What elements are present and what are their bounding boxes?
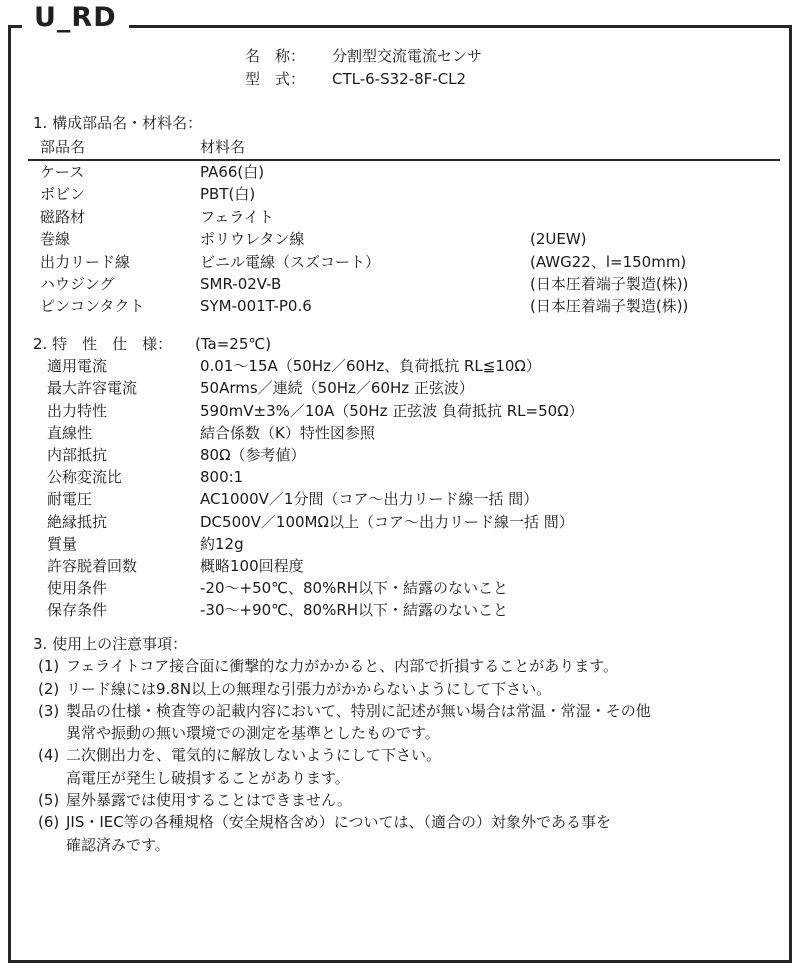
section1-title: 1. 構成部品名・材料名： xyxy=(33,114,203,132)
spec-label: 直線性 xyxy=(47,423,93,442)
table-row xyxy=(28,251,780,273)
spec-row xyxy=(28,488,780,510)
material-note: (AWG22、l=150mm) xyxy=(530,252,687,271)
note-item xyxy=(28,789,780,811)
spec-label: 適用電流 xyxy=(47,357,108,376)
material-name: PA66(白) xyxy=(200,163,265,181)
spec-value: -20～+50℃、80%RH以下・結露のないこと xyxy=(200,579,509,598)
section3-title: 3. 使用上の注意事項： xyxy=(33,635,188,653)
part-name: 磁路材 xyxy=(40,207,86,226)
note-number: (4) xyxy=(38,746,60,765)
spec-row xyxy=(28,577,780,599)
section2-title: 2. 特 性 仕 様： xyxy=(33,335,173,353)
spec-row xyxy=(28,466,780,488)
note-number: (6) xyxy=(38,813,60,832)
note-number: (5) xyxy=(38,791,60,810)
spec-label: 絶縁抵抗 xyxy=(47,512,108,531)
section2-condition: (Ta=25℃) xyxy=(195,335,272,353)
spec-value: 0.01～15A（50Hz／60Hz、負荷抵抗 RL≦10Ω） xyxy=(200,357,541,376)
document-title-block xyxy=(245,45,482,91)
section-parts-materials xyxy=(28,112,780,318)
spec-row xyxy=(28,599,780,621)
material-name: ポリウレタン線 xyxy=(200,230,305,249)
spec-value: 概略100回程度 xyxy=(200,556,304,575)
part-name: ボビン xyxy=(40,185,86,204)
note-text: 屋外暴露では使用することはできません。 xyxy=(66,791,352,810)
section-specifications xyxy=(28,333,780,621)
note-text-continued: 確認済みです。 xyxy=(66,835,170,854)
section2-title-row xyxy=(28,333,780,355)
note-text: フェライトコア接合面に衝撃的な力がかかると、内部で折損することがあります。 xyxy=(66,657,619,676)
note-item xyxy=(28,655,780,677)
part-name: 巻線 xyxy=(40,230,71,249)
material-name: PBT(白) xyxy=(200,185,256,204)
table-header-row xyxy=(28,136,780,161)
note-text-continued: 異常や振動の無い環境での測定を基準としたものです。 xyxy=(66,724,440,743)
spec-label: 内部抵抗 xyxy=(47,445,108,464)
spec-value: 590mV±3%／10A（50Hz 正弦波 負荷抵抗 RL=50Ω） xyxy=(200,401,584,420)
material-note: (2UEW) xyxy=(530,230,587,249)
spec-row xyxy=(28,377,780,399)
spec-label: 耐電圧 xyxy=(47,490,93,509)
material-note xyxy=(530,183,780,205)
note-text: 製品の仕様・検査等の記載内容において、特別に記述が無い場合は常温・常湿・その他 xyxy=(66,701,651,720)
spec-value: 約12g xyxy=(200,534,244,553)
note-text: 二次側出力を、電気的に解放しないようにして下さい。 xyxy=(66,746,442,765)
spec-row xyxy=(28,422,780,444)
part-name: ケース xyxy=(40,163,85,181)
spec-label: 公称変流比 xyxy=(47,468,123,487)
product-name-row xyxy=(245,45,482,68)
spec-label: 最大許容電流 xyxy=(47,379,138,398)
note-item xyxy=(28,700,780,745)
material-name: SMR-02V-B xyxy=(200,274,282,293)
material-note xyxy=(530,206,780,228)
spec-row xyxy=(28,511,780,533)
table-row xyxy=(28,295,780,317)
spec-value: 800:1 xyxy=(200,468,244,487)
material-name: SYM-001T-P0.6 xyxy=(200,297,312,316)
material-name: フェライト xyxy=(200,207,274,226)
note-item xyxy=(28,811,780,856)
note-text-continued: 高電圧が発生し破損することがあります。 xyxy=(66,768,350,787)
note-number: (3) xyxy=(38,701,60,720)
material-note xyxy=(530,161,780,183)
note-text: リード線には9.8N以上の無理な引張力がかからないようにして下さい。 xyxy=(66,679,552,698)
spec-value: AC1000V／1分間（コア～出力リード線一括 間） xyxy=(200,490,539,509)
model-value: CTL-6-S32-8F-CL2 xyxy=(332,70,467,88)
spec-label: 許容脱着回数 xyxy=(47,556,138,575)
spec-value: -30～+90℃、80%RH以下・結露のないこと xyxy=(200,601,509,620)
product-name-label: 名 称： xyxy=(245,47,306,65)
table-row xyxy=(28,273,780,295)
note-item xyxy=(28,744,780,789)
spec-row xyxy=(28,555,780,577)
model-row xyxy=(245,68,482,91)
material-name: ビニル電線（スズコート） xyxy=(200,252,381,271)
note-item xyxy=(28,678,780,700)
material-note: (日本圧着端子製造(株)) xyxy=(530,297,689,316)
spec-row xyxy=(28,355,780,377)
table-row xyxy=(28,228,780,250)
product-name-value: 分割型交流電流センサ xyxy=(332,47,483,65)
spec-row xyxy=(28,533,780,555)
model-label: 型 式： xyxy=(245,70,306,88)
spec-row xyxy=(28,444,780,466)
table-row xyxy=(28,206,780,228)
spec-label: 出力特性 xyxy=(47,401,108,420)
table-row xyxy=(28,183,780,205)
spec-value: 80Ω（参考値） xyxy=(200,445,306,464)
note-number: (2) xyxy=(38,679,60,698)
part-name: 出力リード線 xyxy=(40,252,131,271)
col-header-part: 部品名 xyxy=(40,138,86,156)
spec-value: 50Arms／連続（50Hz／60Hz 正弦波） xyxy=(200,379,474,398)
material-note: (日本圧着端子製造(株)) xyxy=(530,274,689,293)
table-row xyxy=(28,161,780,183)
brand-logo: U_RD xyxy=(22,2,129,33)
part-name: ハウジング xyxy=(40,274,115,293)
spec-row xyxy=(28,400,780,422)
spec-value: DC500V／100MΩ以上（コア～出力リード線一括 間） xyxy=(200,512,574,531)
spec-value: 結合係数（K）特性図参照 xyxy=(200,423,375,442)
spec-label: 保存条件 xyxy=(47,601,108,620)
spec-label: 質量 xyxy=(47,534,78,553)
note-text: JIS・IEC等の各種規格（安全規格含め）については、（適合の）対象外である事を xyxy=(66,813,611,832)
spec-label: 使用条件 xyxy=(47,579,108,598)
section-precautions xyxy=(28,633,780,856)
part-name: ピンコンタクト xyxy=(40,297,145,316)
col-header-material: 材料名 xyxy=(200,138,246,156)
note-number: (1) xyxy=(38,657,60,676)
